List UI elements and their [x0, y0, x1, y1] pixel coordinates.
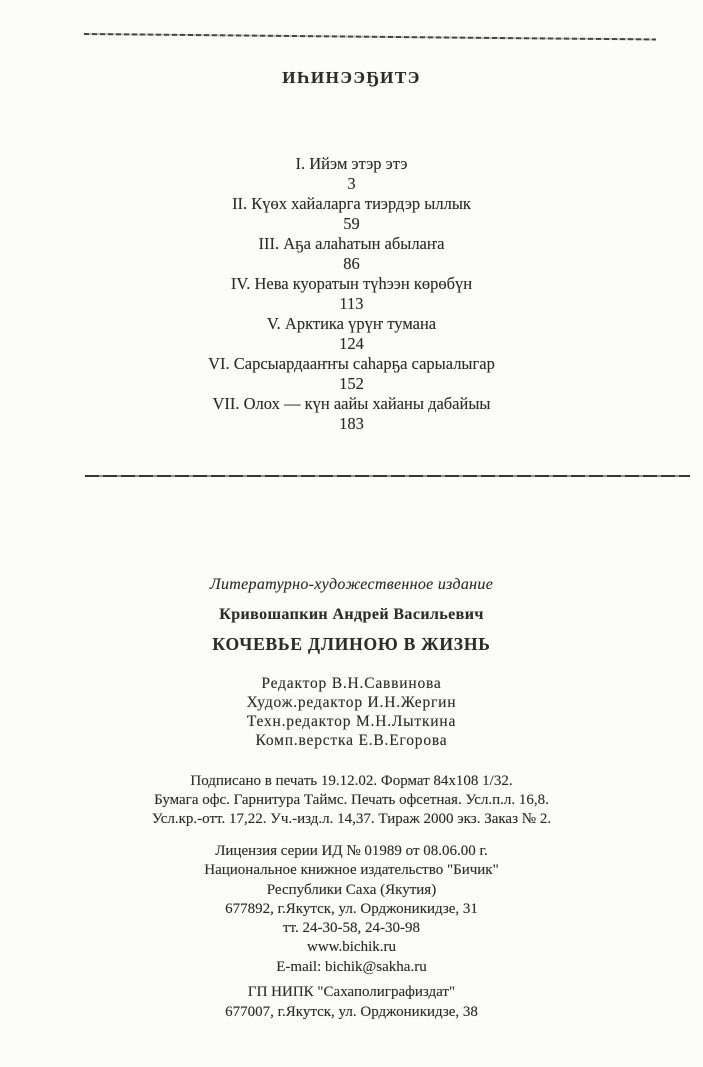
book-title: КОЧЕВЬЕ ДЛИНОЮ В ЖИЗНЬ [212, 634, 491, 654]
print-info-line: Бумага офс. Гарнитура Таймс. Печать офсетная. Усл.п.л. 16,8. [154, 792, 549, 808]
toc-title: ИҺИНЭЭҔИТЭ [282, 68, 421, 87]
publisher-phones: тт. 24-30-58, 24-30-98 [283, 920, 420, 937]
toc-entry [0, 234, 703, 274]
publisher-region: Республики Саха (Якутия) [266, 881, 437, 898]
top-rule [84, 33, 656, 40]
credits-block [0, 674, 703, 750]
toc-entry [0, 194, 703, 234]
table-of-contents [0, 154, 703, 434]
toc-entry [0, 314, 703, 354]
credit-line-art-editor: Худож.редактор И.Н.Жергин [246, 694, 457, 711]
credit-line-layout: Комп.верстка Е.В.Егорова [255, 732, 448, 749]
toc-entry-page: 124 [339, 334, 364, 353]
toc-entry-page: 183 [339, 414, 364, 433]
toc-entry-label: IV. Нева куоратын түһээн көрөбүн [230, 274, 473, 293]
section-divider-rule [85, 475, 690, 477]
printer-block [0, 983, 703, 1022]
toc-entry-page: 113 [339, 294, 364, 313]
toc-entry-page: 152 [339, 374, 364, 393]
author-name: Кривошапкин Андрей Васильевич [219, 606, 484, 623]
print-info-line: Подписано в печать 19.12.02. Формат 84x108 1/32. [190, 773, 513, 789]
credit-line-tech-editor: Техн.редактор М.Н.Лыткина [246, 713, 457, 730]
toc-entry [0, 274, 703, 314]
toc-entry-label: I. Ийэм этэр этэ [295, 154, 408, 173]
license-line: Лицензия серии ИД № 01989 от 08.06.00 г. [215, 843, 488, 859]
printer-address: 677007, г.Якутск, ул. Орджоникидзе, 38 [225, 1003, 478, 1020]
toc-entry-label: III. Аҕа алаһатын абылаҥа [258, 234, 445, 253]
toc-entry-label: VI. Сарсыардааҥҥы саһарҕа сарыалыгар [208, 354, 495, 373]
toc-entry [0, 354, 703, 394]
publisher-email: E-mail: bichik@sakha.ru [276, 958, 427, 975]
toc-entry [0, 394, 703, 434]
toc-entry-label: VII. Олох — күн аайы хайаны дабайыы [212, 394, 491, 413]
toc-entry [0, 154, 703, 194]
toc-entry-page: 86 [343, 254, 360, 273]
toc-entry-page: 3 [347, 174, 356, 193]
printer-name: ГП НИПК "Сахаполиграфиздат" [247, 984, 456, 1000]
print-info-line: Усл.кр.-отт. 17,22. Уч.-изд.л. 14,37. Тираж 2000 экз. Заказ № 2. [151, 811, 552, 827]
publisher-address: 677892, г.Якутск, ул. Орджоникидзе, 31 [225, 900, 478, 917]
publisher-name: Национальное книжное издательство "Бичик" [204, 862, 499, 879]
toc-entry-label: II. Күөх хайаларга тиэрдэр ыллык [232, 194, 471, 213]
print-info-block [0, 772, 703, 829]
publisher-website: www.bichik.ru [306, 939, 396, 956]
toc-entry-label: V. Арктика үрүҥ тумана [266, 314, 437, 333]
toc-entry-page: 59 [343, 214, 360, 233]
edition-type-line: Литературно-художественное издание [209, 576, 494, 593]
credit-line-editor: Редактор В.Н.Саввинова [261, 675, 442, 692]
publisher-block [0, 842, 703, 977]
